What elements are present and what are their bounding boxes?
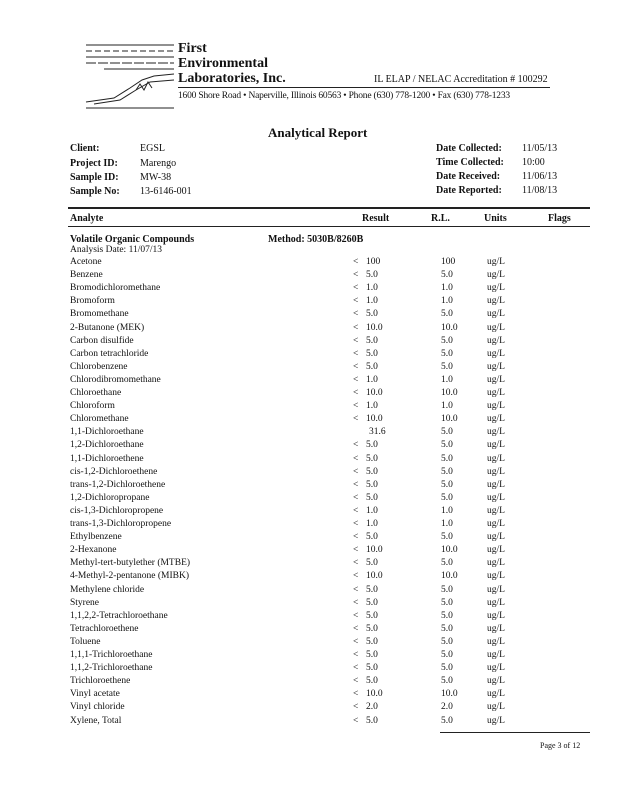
result-qualifier: <	[353, 322, 359, 333]
analyte-name: 1,2-Dichloropropane	[70, 492, 150, 503]
result-value: 10.0	[366, 322, 383, 333]
table-row	[0, 702, 642, 715]
table-row	[0, 571, 642, 584]
result-value: 1.0	[366, 296, 378, 307]
reporting-limit: 5.0	[441, 623, 453, 634]
result-qualifier: <	[353, 545, 359, 556]
result-value: 5.0	[366, 558, 378, 569]
result-value: 5.0	[366, 636, 378, 647]
header-rule	[178, 87, 550, 88]
table-row	[0, 519, 642, 532]
units-value: ug/L	[487, 453, 505, 464]
table-row	[0, 689, 642, 702]
analyte-name: Chloroform	[70, 401, 115, 412]
analyte-name: Chlorobenzene	[70, 361, 128, 372]
table-row	[0, 323, 642, 336]
units-value: ug/L	[487, 689, 505, 700]
result-qualifier: <	[353, 532, 359, 543]
units-value: ug/L	[487, 532, 505, 543]
table-row	[0, 716, 642, 729]
result-value: 5.0	[366, 532, 378, 543]
result-qualifier: <	[353, 361, 359, 372]
analyte-name: Carbon disulfide	[70, 335, 134, 346]
table-row	[0, 663, 642, 676]
result-qualifier: <	[353, 663, 359, 674]
result-value: 5.0	[366, 453, 378, 464]
result-qualifier: <	[353, 453, 359, 464]
lab-address: 1600 Shore Road • Naperville, Illinois 60563 • Phone (630) 778-1200 • Fax (630) 778-1233	[178, 91, 510, 101]
units-value: ug/L	[487, 545, 505, 556]
analyte-name: cis-1,2-Dichloroethene	[70, 466, 158, 477]
result-value: 31.6	[369, 427, 386, 438]
page-number: Page 3 of 12	[540, 741, 581, 750]
reporting-limit: 5.0	[441, 650, 453, 660]
result-value: 5.0	[366, 466, 378, 477]
reporting-limit: 5.0	[441, 663, 453, 674]
reporting-limit: 1.0	[441, 283, 453, 294]
result-value: 10.0	[366, 414, 383, 425]
table-row	[0, 414, 642, 427]
result-qualifier: <	[353, 715, 359, 726]
table-row	[0, 454, 642, 467]
units-value: ug/L	[487, 479, 505, 490]
analyte-name: 1,1,1-Trichloroethane	[70, 650, 153, 660]
result-value: 1.0	[366, 401, 378, 412]
analyte-name: 2-Butanone (MEK)	[70, 322, 145, 333]
analyte-name: Methylene chloride	[70, 584, 145, 595]
analyte-name: Vinyl chloride	[70, 702, 125, 713]
result-value: 10.0	[366, 545, 383, 556]
units-value: ug/L	[487, 440, 505, 451]
table-row	[0, 349, 642, 362]
table-row	[0, 493, 642, 506]
units-value: ug/L	[487, 283, 505, 294]
analyte-name: trans-1,2-Dichloroethene	[70, 479, 166, 490]
result-value: 5.0	[366, 479, 378, 490]
result-qualifier: <	[353, 597, 359, 608]
result-qualifier: <	[353, 571, 359, 582]
lab-name-line2: Environmental	[178, 56, 268, 71]
reporting-limit: 5.0	[441, 676, 453, 687]
reporting-limit: 5.0	[441, 715, 453, 726]
time-collected-value: 10:00	[522, 157, 545, 168]
reporting-limit: 5.0	[441, 361, 453, 372]
table-row	[0, 480, 642, 493]
accreditation: IL ELAP / NELAC Accreditation # 100292	[374, 74, 548, 85]
result-qualifier: <	[353, 558, 359, 569]
result-qualifier: <	[353, 466, 359, 477]
result-value: 5.0	[366, 623, 378, 634]
reporting-limit: 1.0	[441, 374, 453, 385]
units-value: ug/L	[487, 427, 505, 438]
reporting-limit: 5.0	[441, 597, 453, 608]
units-value: ug/L	[487, 322, 505, 333]
analyte-name: Chloroethane	[70, 388, 122, 398]
analyte-name: Carbon tetrachloride	[70, 348, 149, 359]
reporting-limit: 100	[441, 257, 456, 267]
reporting-limit: 5.0	[441, 453, 453, 464]
analyte-name: cis-1,3-Dichloropropene	[70, 505, 164, 516]
units-value: ug/L	[487, 650, 505, 660]
table-row	[0, 296, 642, 309]
table-row	[0, 283, 642, 296]
date-reported-label: Date Reported:	[436, 185, 502, 196]
reporting-limit: 5.0	[441, 584, 453, 595]
analyte-name: 1,1-Dichloroethene	[70, 453, 144, 464]
result-qualifier: <	[353, 388, 359, 398]
result-qualifier: <	[353, 257, 359, 267]
table-row	[0, 650, 642, 663]
units-value: ug/L	[487, 623, 505, 634]
analyte-name: Chlorodibromomethane	[70, 374, 161, 385]
date-collected-value: 11/05/13	[522, 143, 558, 154]
table-row	[0, 676, 642, 689]
reporting-limit: 10.0	[441, 571, 458, 582]
result-value: 5.0	[366, 650, 378, 660]
table-row	[0, 427, 642, 440]
analyte-name: Styrene	[70, 597, 100, 608]
units-value: ug/L	[487, 257, 505, 267]
units-value: ug/L	[487, 492, 505, 503]
reporting-limit: 1.0	[441, 519, 453, 529]
result-qualifier: <	[353, 479, 359, 490]
sample-id-value: MW-38	[140, 172, 172, 183]
units-value: ug/L	[487, 401, 505, 412]
reporting-limit: 5.0	[441, 636, 453, 647]
analyte-name: Chloromethane	[70, 414, 129, 425]
units-value: ug/L	[487, 636, 505, 647]
date-received-value: 11/06/13	[522, 171, 558, 182]
units-value: ug/L	[487, 270, 505, 281]
table-row	[0, 637, 642, 650]
result-value: 5.0	[366, 715, 378, 726]
col-flags: Flags	[548, 213, 571, 224]
result-qualifier: <	[353, 309, 359, 320]
result-value: 5.0	[366, 309, 378, 320]
result-value: 10.0	[366, 689, 383, 700]
analyte-name: 1,1-Dichloroethane	[70, 427, 144, 438]
result-value: 5.0	[366, 440, 378, 451]
result-qualifier: <	[353, 270, 359, 281]
units-value: ug/L	[487, 558, 505, 569]
table-row	[0, 257, 642, 270]
analyte-name: Methyl-tert-butylether (MTBE)	[70, 558, 191, 569]
units-value: ug/L	[487, 374, 505, 385]
result-qualifier: <	[353, 676, 359, 687]
table-row	[0, 270, 642, 283]
analyte-name: trans-1,3-Dichloropropene	[70, 519, 172, 529]
reporting-limit: 1.0	[441, 401, 453, 412]
result-value: 5.0	[366, 597, 378, 608]
result-value: 5.0	[366, 361, 378, 372]
table-row	[0, 585, 642, 598]
result-value: 100	[366, 257, 381, 267]
time-collected-label: Time Collected:	[436, 157, 504, 168]
section-method: Method: 5030B/8260B	[268, 234, 364, 245]
units-value: ug/L	[487, 597, 505, 608]
date-collected-label: Date Collected:	[436, 143, 502, 154]
analyte-name: Trichloroethene	[70, 676, 131, 687]
reporting-limit: 1.0	[441, 505, 453, 516]
reporting-limit: 5.0	[441, 348, 453, 359]
result-qualifier: <	[353, 636, 359, 647]
units-value: ug/L	[487, 715, 505, 726]
reporting-limit: 1.0	[441, 296, 453, 307]
result-qualifier: <	[353, 401, 359, 412]
analysis-date: Analysis Date: 11/07/13	[70, 245, 162, 255]
table-row	[0, 440, 642, 453]
section-name: Volatile Organic Compounds	[70, 234, 195, 245]
units-value: ug/L	[487, 388, 505, 398]
reporting-limit: 2.0	[441, 702, 453, 713]
table-row	[0, 611, 642, 624]
date-received-label: Date Received:	[436, 171, 501, 182]
result-value: 1.0	[366, 374, 378, 385]
units-value: ug/L	[487, 676, 505, 687]
sample-no-label: Sample No:	[70, 186, 120, 197]
top-rule	[68, 207, 590, 209]
units-value: ug/L	[487, 663, 505, 674]
project-label: Project ID:	[70, 158, 118, 169]
result-value: 5.0	[366, 335, 378, 346]
lab-name-line1: First	[178, 41, 207, 56]
sample-no-value: 13-6146-001	[140, 186, 192, 197]
sample-id-label: Sample ID:	[70, 172, 119, 183]
analyte-name: 4-Methyl-2-pentanone (MIBK)	[70, 571, 189, 582]
table-row	[0, 558, 642, 571]
units-value: ug/L	[487, 584, 505, 595]
reporting-limit: 5.0	[441, 335, 453, 346]
analyte-name: Ethylbenzene	[70, 532, 122, 543]
reporting-limit: 5.0	[441, 309, 453, 320]
project-value: Marengo	[140, 158, 177, 169]
reporting-limit: 5.0	[441, 479, 453, 490]
result-qualifier: <	[353, 689, 359, 700]
units-value: ug/L	[487, 414, 505, 425]
bottom-rule	[440, 732, 590, 733]
units-value: ug/L	[487, 466, 505, 477]
result-qualifier: <	[353, 519, 359, 529]
lab-logo-graphic	[84, 40, 176, 112]
table-row	[0, 506, 642, 519]
analyte-name: Tetrachloroethene	[70, 623, 139, 634]
result-value: 10.0	[366, 571, 383, 582]
units-value: ug/L	[487, 309, 505, 320]
result-qualifier: <	[353, 623, 359, 634]
result-qualifier: <	[353, 283, 359, 294]
units-value: ug/L	[487, 519, 505, 529]
result-qualifier: <	[353, 296, 359, 307]
analyte-name: Vinyl acetate	[70, 689, 120, 700]
units-value: ug/L	[487, 361, 505, 372]
units-value: ug/L	[487, 610, 505, 621]
result-value: 5.0	[366, 610, 378, 621]
table-row	[0, 375, 642, 388]
result-qualifier: <	[353, 348, 359, 359]
reporting-limit: 10.0	[441, 414, 458, 425]
analyte-name: Bromoform	[70, 296, 115, 307]
result-qualifier: <	[353, 650, 359, 660]
analyte-name: 1,2-Dichloroethane	[70, 440, 144, 451]
reporting-limit: 5.0	[441, 440, 453, 451]
units-value: ug/L	[487, 348, 505, 359]
table-row	[0, 401, 642, 414]
report-title: Analytical Report	[268, 125, 368, 140]
table-row	[0, 598, 642, 611]
table-row	[0, 362, 642, 375]
reporting-limit: 5.0	[441, 558, 453, 569]
units-value: ug/L	[487, 571, 505, 582]
result-value: 5.0	[366, 584, 378, 595]
result-qualifier: <	[353, 374, 359, 385]
result-qualifier: <	[353, 505, 359, 516]
reporting-limit: 5.0	[441, 466, 453, 477]
units-value: ug/L	[487, 702, 505, 713]
result-qualifier: <	[353, 414, 359, 425]
analyte-name: 2-Hexanone	[70, 545, 117, 556]
reporting-limit: 5.0	[441, 270, 453, 281]
table-row	[0, 545, 642, 558]
client-label: Client:	[70, 143, 100, 154]
client-value: EGSL	[140, 143, 165, 154]
result-qualifier: <	[353, 440, 359, 451]
table-row	[0, 388, 642, 401]
reporting-limit: 5.0	[441, 492, 453, 503]
analyte-name: Xylene, Total	[70, 715, 122, 726]
reporting-limit: 5.0	[441, 610, 453, 621]
col-result: Result	[362, 213, 390, 224]
analyte-name: Bromomethane	[70, 309, 129, 320]
columns-rule	[68, 226, 590, 227]
result-qualifier: <	[353, 584, 359, 595]
table-row	[0, 624, 642, 637]
result-value: 5.0	[366, 492, 378, 503]
result-qualifier: <	[353, 335, 359, 346]
result-value: 5.0	[366, 270, 378, 281]
result-value: 5.0	[366, 676, 378, 687]
date-reported-value: 11/08/13	[522, 185, 558, 196]
analyte-name: Bromodichloromethane	[70, 283, 161, 294]
reporting-limit: 10.0	[441, 689, 458, 700]
units-value: ug/L	[487, 505, 505, 516]
reporting-limit: 10.0	[441, 388, 458, 398]
analyte-name: 1,1,2,2-Tetrachloroethane	[70, 610, 168, 621]
table-row	[0, 336, 642, 349]
result-value: 1.0	[366, 283, 378, 294]
analyte-name: 1,1,2-Trichloroethane	[70, 663, 153, 674]
result-qualifier: <	[353, 702, 359, 713]
table-row	[0, 467, 642, 480]
units-value: ug/L	[487, 335, 505, 346]
col-units: Units	[484, 213, 507, 224]
lab-name-line3: Laboratories, Inc.	[178, 71, 286, 86]
units-value: ug/L	[487, 296, 505, 307]
reporting-limit: 10.0	[441, 545, 458, 556]
reporting-limit: 5.0	[441, 532, 453, 543]
result-value: 10.0	[366, 388, 383, 398]
reporting-limit: 5.0	[441, 427, 453, 438]
table-row	[0, 532, 642, 545]
reporting-limit: 10.0	[441, 322, 458, 333]
table-row	[0, 309, 642, 322]
col-analyte: Analyte	[70, 213, 104, 224]
result-value: 5.0	[366, 348, 378, 359]
analyte-name: Toluene	[70, 636, 101, 647]
result-value: 1.0	[366, 519, 378, 529]
result-value: 1.0	[366, 505, 378, 516]
result-value: 2.0	[366, 702, 378, 713]
analyte-name: Benzene	[70, 270, 103, 281]
result-value: 5.0	[366, 663, 378, 674]
result-qualifier: <	[353, 610, 359, 621]
col-rl: R.L.	[431, 213, 450, 224]
result-qualifier: <	[353, 492, 359, 503]
analyte-name: Acetone	[70, 257, 102, 267]
